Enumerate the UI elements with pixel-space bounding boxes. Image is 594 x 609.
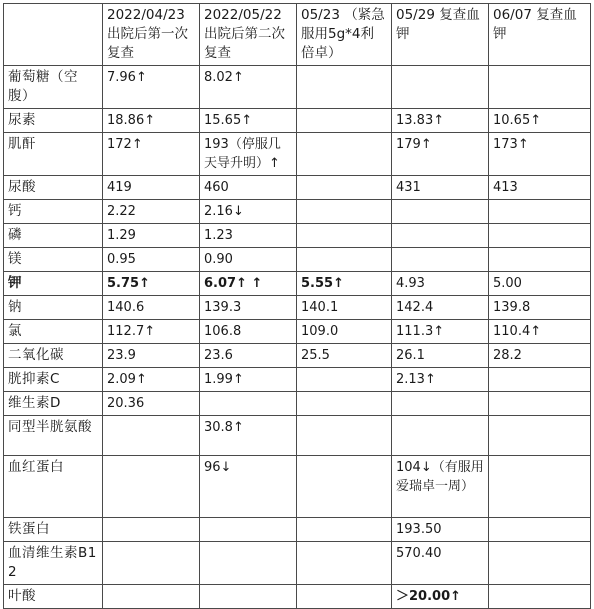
value-cell: 96↓ <box>200 456 297 518</box>
value-cell: 2.16↓ <box>200 200 297 224</box>
row-label: 血清维生素B12 <box>4 542 103 585</box>
value-cell: 419 <box>103 176 200 200</box>
value-cell: 2.09↑ <box>103 368 200 392</box>
value-cell: 30.8↑ <box>200 416 297 456</box>
row-label: 葡萄糖（空腹） <box>4 66 103 109</box>
table-row <box>4 224 591 248</box>
value-cell: 172↑ <box>103 133 200 176</box>
value-cell <box>489 518 591 542</box>
value-cell: 179↑ <box>392 133 489 176</box>
value-cell <box>200 585 297 609</box>
table-row <box>4 272 591 296</box>
lab-results-sheet <box>3 3 590 609</box>
value-cell: 112.7↑ <box>103 320 200 344</box>
value-cell: 7.96↑ <box>103 66 200 109</box>
row-label: 尿素 <box>4 109 103 133</box>
table-row <box>4 392 591 416</box>
value-cell <box>297 542 392 585</box>
value-cell: 431 <box>392 176 489 200</box>
value-cell: 139.3 <box>200 296 297 320</box>
value-cell <box>489 585 591 609</box>
column-header: 05/29 复查血钾 <box>392 4 489 66</box>
value-cell <box>297 200 392 224</box>
value-cell: 6.07↑ ↑ <box>200 272 297 296</box>
table-row <box>4 200 591 224</box>
row-label: 尿酸 <box>4 176 103 200</box>
value-cell <box>392 66 489 109</box>
value-cell <box>489 416 591 456</box>
value-cell: 460 <box>200 176 297 200</box>
row-label: 钙 <box>4 200 103 224</box>
value-cell: 570.40 <box>392 542 489 585</box>
value-cell <box>200 542 297 585</box>
value-cell: 26.1 <box>392 344 489 368</box>
value-cell: 142.4 <box>392 296 489 320</box>
value-cell: 5.55↑ <box>297 272 392 296</box>
value-cell <box>297 416 392 456</box>
value-cell: 2.13↑ <box>392 368 489 392</box>
column-header: 2022/04/23 出院后第一次复查 <box>103 4 200 66</box>
value-cell <box>392 200 489 224</box>
table-row <box>4 585 591 609</box>
value-cell <box>297 248 392 272</box>
row-label: 血红蛋白 <box>4 456 103 518</box>
table-row <box>4 66 591 109</box>
row-label: 钾 <box>4 272 103 296</box>
row-label: 胱抑素C <box>4 368 103 392</box>
row-label: 维生素D <box>4 392 103 416</box>
value-cell <box>103 518 200 542</box>
table-row <box>4 296 591 320</box>
value-cell: 23.9 <box>103 344 200 368</box>
value-cell <box>489 368 591 392</box>
value-cell: 10.65↑ <box>489 109 591 133</box>
value-cell: 106.8 <box>200 320 297 344</box>
value-cell <box>297 109 392 133</box>
table-row <box>4 248 591 272</box>
table-row <box>4 456 591 518</box>
value-cell <box>392 392 489 416</box>
table-row <box>4 176 591 200</box>
row-label: 叶酸 <box>4 585 103 609</box>
value-cell: 18.86↑ <box>103 109 200 133</box>
row-label: 铁蛋白 <box>4 518 103 542</box>
value-cell: 109.0 <box>297 320 392 344</box>
value-cell: 193（停服几天导升明）↑ <box>200 133 297 176</box>
value-cell <box>297 133 392 176</box>
value-cell <box>489 542 591 585</box>
row-label: 氯 <box>4 320 103 344</box>
value-cell <box>103 585 200 609</box>
value-cell <box>489 392 591 416</box>
value-cell <box>297 224 392 248</box>
value-cell <box>489 248 591 272</box>
value-cell <box>297 518 392 542</box>
value-cell <box>489 224 591 248</box>
value-cell <box>200 518 297 542</box>
table-row <box>4 109 591 133</box>
table-row <box>4 542 591 585</box>
value-cell: 5.75↑ <box>103 272 200 296</box>
value-cell <box>103 416 200 456</box>
row-label: 镁 <box>4 248 103 272</box>
value-cell: 1.99↑ <box>200 368 297 392</box>
value-cell: 0.95 <box>103 248 200 272</box>
value-cell: 25.5 <box>297 344 392 368</box>
table-row <box>4 518 591 542</box>
header-corner <box>4 4 103 66</box>
row-label: 同型半胱氨酸 <box>4 416 103 456</box>
table-row <box>4 133 591 176</box>
value-cell: 1.29 <box>103 224 200 248</box>
value-cell <box>392 224 489 248</box>
value-cell: 20.36 <box>103 392 200 416</box>
value-cell: 0.90 <box>200 248 297 272</box>
value-cell: 193.50 <box>392 518 489 542</box>
row-label: 二氧化碳 <box>4 344 103 368</box>
value-cell: 140.6 <box>103 296 200 320</box>
value-cell <box>392 248 489 272</box>
value-cell <box>297 585 392 609</box>
header-row <box>4 4 591 66</box>
value-cell: 13.83↑ <box>392 109 489 133</box>
value-cell <box>297 456 392 518</box>
column-header: 05/23 （紧急服用5g*4利倍卓） <box>297 4 392 66</box>
value-cell: 139.8 <box>489 296 591 320</box>
value-cell: 1.23 <box>200 224 297 248</box>
value-cell <box>103 542 200 585</box>
value-cell: 5.00 <box>489 272 591 296</box>
value-cell: 110.4↑ <box>489 320 591 344</box>
row-label: 磷 <box>4 224 103 248</box>
value-cell: 173↑ <box>489 133 591 176</box>
row-label: 肌酐 <box>4 133 103 176</box>
row-label: 钠 <box>4 296 103 320</box>
value-cell <box>489 66 591 109</box>
value-cell <box>489 456 591 518</box>
table-row <box>4 320 591 344</box>
value-cell: 15.65↑ <box>200 109 297 133</box>
column-header: 06/07 复查血钾 <box>489 4 591 66</box>
value-cell: 4.93 <box>392 272 489 296</box>
value-cell: 23.6 <box>200 344 297 368</box>
value-cell <box>297 176 392 200</box>
value-cell: 2.22 <box>103 200 200 224</box>
value-cell <box>297 368 392 392</box>
value-cell <box>297 66 392 109</box>
value-cell <box>489 200 591 224</box>
value-cell <box>103 456 200 518</box>
value-cell <box>297 392 392 416</box>
value-cell: 8.02↑ <box>200 66 297 109</box>
value-cell: 413 <box>489 176 591 200</box>
value-cell <box>392 416 489 456</box>
column-header: 2022/05/22 出院后第二次复查 <box>200 4 297 66</box>
table-row <box>4 416 591 456</box>
value-cell: 111.3↑ <box>392 320 489 344</box>
value-cell: 28.2 <box>489 344 591 368</box>
value-cell: ＞20.00↑ <box>392 585 489 609</box>
lab-results-table <box>3 3 591 609</box>
value-cell: 140.1 <box>297 296 392 320</box>
table-row <box>4 344 591 368</box>
table-row <box>4 368 591 392</box>
value-cell <box>200 392 297 416</box>
value-cell: 104↓（有服用爱瑞卓一周） <box>392 456 489 518</box>
